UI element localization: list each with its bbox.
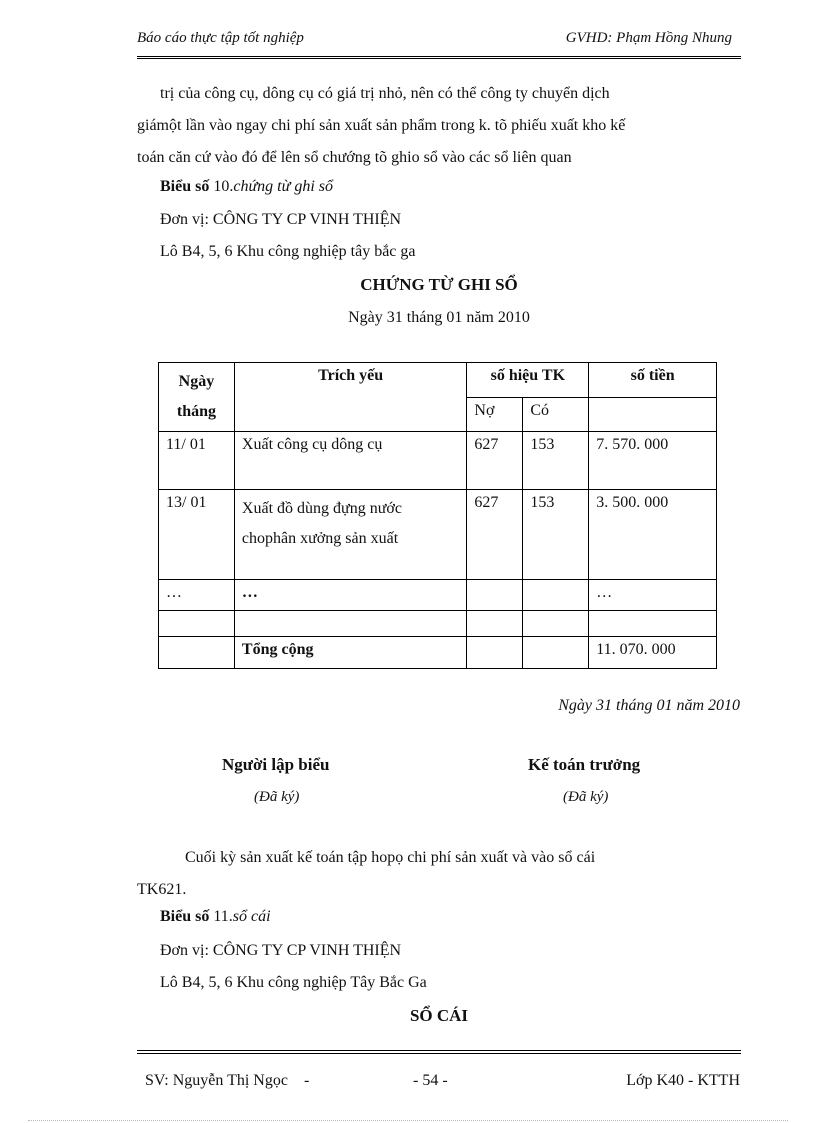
header-advisor: GVHD: Phạm Hồng Nhung: [565, 30, 732, 46]
row-amount: 3. 500. 000: [589, 490, 717, 580]
row-credit: 153: [523, 490, 589, 580]
row-debit: [467, 580, 523, 611]
row-date: …: [159, 580, 235, 611]
form-label-bold: Biểu số: [160, 178, 210, 195]
form-label-bold: Biểu số: [160, 908, 210, 925]
unit-line: Đơn vị: CÔNG TY CP VINH THIỆN: [160, 211, 402, 228]
voucher-date: Ngày 31 tháng 01 năm 2010: [348, 309, 530, 326]
intro-line-1: trị của công cụ, dông cụ có giá trị nhỏ, nên có thể công ty chuyển dịch: [160, 85, 610, 102]
row-summary: Xuất công cụ dông cụ: [234, 432, 466, 490]
row-date: 11/ 01: [159, 432, 235, 490]
row-summary: …: [234, 580, 466, 611]
table-total-row: [159, 637, 717, 669]
ledger-title: SỔ CÁI: [409, 1006, 469, 1025]
intro-line-2: giámột lần vào ngay chi phí sản xuất sản phẩm trong k. tõ phiếu xuất kho kế: [137, 117, 626, 134]
row-amount: …: [589, 580, 717, 611]
form-label-number: 10.: [209, 178, 234, 195]
chief-accountant-status: (Đã ký): [563, 789, 609, 805]
row-debit: 627: [467, 432, 523, 490]
footer-student: SV: Nguyễn Thị Ngọc -: [145, 1072, 310, 1089]
total-amount: 11. 070. 000: [589, 637, 717, 669]
closing-line-2: TK621.: [137, 881, 187, 898]
table-header-row: [159, 363, 717, 398]
preparer-status: (Đã ký): [254, 789, 300, 805]
header-account: số hiệu TK: [467, 363, 589, 398]
total-label: Tổng cộng: [234, 637, 466, 669]
preparer-title: Người lập biểu: [222, 755, 330, 774]
table-row: [159, 580, 717, 611]
header-rule: [137, 56, 741, 57]
closing-line-1: Cuối kỳ sản xuất kế toán tập hopọ chi phí sản xuất và vào sổ cái: [185, 849, 596, 866]
header-date-line-1: Ngày: [178, 373, 215, 390]
footer-rule: [137, 1050, 741, 1051]
unit-line-2: Đơn vị: CÔNG TY CP VINH THIỆN: [160, 942, 402, 959]
row-credit: 153: [523, 432, 589, 490]
header-rule-2: [137, 58, 741, 59]
intro-line-3: toán căn cứ vào đó để lên sổ chướng tõ ghio sổ vào các sổ liên quan: [137, 149, 572, 166]
form-label-italic: sổ cái: [232, 908, 271, 925]
header-amount: số tiền: [589, 363, 717, 398]
footer-rule-2: [137, 1053, 741, 1054]
header-date: [159, 363, 235, 432]
closing-paragraph: [137, 842, 741, 906]
table-row: [159, 432, 717, 490]
voucher-table: [158, 362, 717, 669]
footer-class: Lớp K40 - KTTH: [626, 1072, 740, 1089]
form-label-italic: chứng từ ghi sổ: [233, 178, 334, 195]
header-date-line-2: tháng: [176, 403, 217, 420]
header-summary: Trích yếu: [234, 363, 466, 432]
voucher-title: CHỨNG TỪ GHI SỔ: [360, 275, 518, 294]
row-credit: [523, 580, 589, 611]
address-line: Lô B4, 5, 6 Khu công nghiệp tây bắc ga: [160, 243, 416, 260]
table-row: [159, 490, 717, 580]
header-amount-blank: [589, 397, 717, 432]
footer-page-number: - 54 -: [413, 1072, 448, 1089]
row-debit: 627: [467, 490, 523, 580]
form-label-11: [160, 908, 271, 926]
row-summary: [234, 490, 466, 580]
address-line-2: Lô B4, 5, 6 Khu công nghiệp Tây Bắc Ga: [160, 974, 427, 991]
signature-date: Ngày 31 tháng 01 năm 2010: [558, 697, 740, 714]
table-row-empty: [159, 611, 717, 637]
header-credit: Có: [523, 397, 589, 432]
page-edge-dots: [28, 1120, 788, 1121]
row-date: 13/ 01: [159, 490, 235, 580]
intro-paragraph: [137, 78, 741, 174]
header-debit: Nợ: [467, 397, 523, 432]
form-label-10: [160, 178, 333, 196]
row-summary-line-2: chophân xưởng sản xuất: [241, 530, 399, 547]
form-label-number: 11.: [209, 908, 233, 925]
chief-accountant-title: Kế toán trưởng: [528, 755, 641, 774]
row-summary-line-1: Xuất đồ dùng đựng nước: [241, 500, 402, 517]
header-report-title: Báo cáo thực tập tốt nghiệp: [137, 30, 304, 46]
row-amount: 7. 570. 000: [589, 432, 717, 490]
